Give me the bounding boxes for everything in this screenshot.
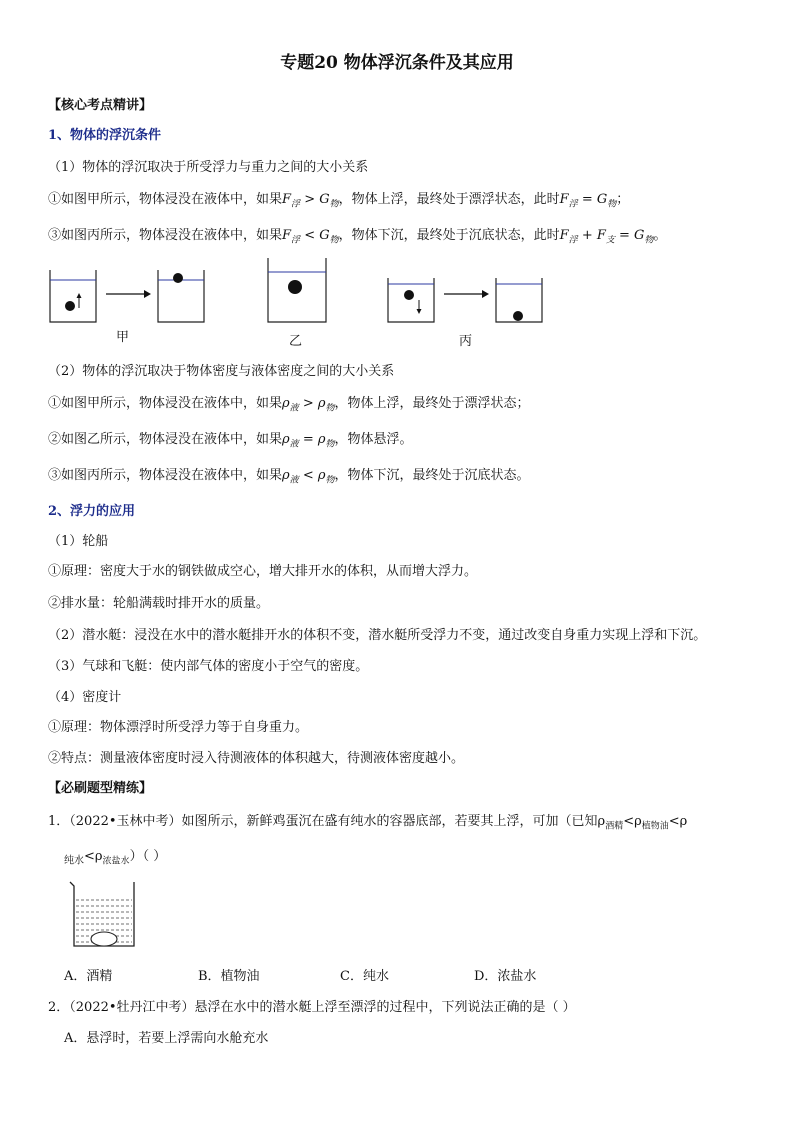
formula-rho-gt: $\rho_液 > \rho_物$: [282, 396, 335, 414]
app-1-displacement: ②排水量：轮船满载时排开水的质量。: [48, 596, 270, 611]
app-1-heading: （1）轮船: [48, 534, 109, 549]
beaker-bing-2: [496, 278, 542, 322]
section-core-heading: 【核心考点精讲】: [48, 98, 153, 113]
q1-option-d[interactable]: D．浓盐水: [474, 969, 537, 984]
section-practice-heading: 【必刷题型精练】: [48, 781, 153, 796]
beaker-jia-1: [50, 270, 96, 322]
app-2-submarine: （2）潜水艇：浸没在水中的潜水艇排开水的体积不变，潜水艇所受浮力不变，通过改变自身重力实现上浮和下沉。: [48, 628, 707, 643]
figure-label-bing: 丙: [459, 334, 473, 349]
figure-label-jia: 甲: [116, 330, 130, 345]
q1-option-a[interactable]: A．酒精: [64, 969, 113, 984]
question-1-cont: $_{纯水}<\rho_{浓盐水}$）（ ）: [64, 849, 167, 867]
paragraph-2: （2）物体的浮沉取决于物体密度与液体密度之间的大小关系: [48, 364, 395, 379]
sink-condition-line: ③如图丙所示，物体浸没在液体中，如果$F_浮 < G_物$，物体下沉，最终处于沉底状态，此时$F_浮 + F_支 = G_物$。: [48, 228, 667, 246]
density-order-a: $\rho_{酒精}<\rho_{植物油}<\rho$: [597, 814, 688, 832]
section-1-heading: 1、物体的浮沉条件: [48, 128, 162, 143]
section-2-heading: 2、浮力的应用: [48, 504, 136, 519]
formula-rho-lt: $\rho_液 < \rho_物$: [282, 468, 335, 486]
question-2: 2．（2022•牡丹江中考）悬浮在水中的潜水艇上浮至漂浮的过程中，下列说法正确的是（ ）: [48, 1000, 576, 1015]
app-1-principle: ①原理：密度大于水的钢铁做成空心，增大排开水的体积，从而增大浮力。: [48, 564, 478, 579]
page-title: 专题20 物体浮沉条件及其应用: [280, 53, 514, 73]
density-line-3: ③如图丙所示，物体浸没在液体中，如果$\rho_液 < \rho_物$，物体下沉，最终处于沉底状态。: [48, 468, 530, 486]
density-line-1: ①如图甲所示，物体浸没在液体中，如果$\rho_液 > \rho_物$，物体上浮，最终处于漂浮状态；: [48, 396, 530, 414]
arrow-right-icon: [106, 290, 151, 298]
q1-option-c[interactable]: C．纯水: [340, 969, 389, 984]
app-3-balloon: （3）气球和飞艇：使内部气体的密度小于空气的密度。: [48, 659, 369, 674]
beaker-bing-1: [388, 278, 434, 322]
beaker-yi: [268, 258, 326, 322]
q2-option-a[interactable]: A．悬浮时，若要上浮需向水舱充水: [64, 1031, 269, 1046]
paragraph-1: （1）物体的浮沉取决于所受浮力与重力之间的大小关系: [48, 160, 369, 175]
beaker-jia-2: [158, 270, 204, 322]
formula-f-eq-g: $F_浮 = G_物$: [559, 192, 617, 210]
question-1: 1．（2022•玉林中考）如图所示，新鲜鸡蛋沉在盛有纯水的容器底部，若要其上浮，可加（已知$\rho_{酒精}<\rho_{植物油}<\rho$: [48, 814, 688, 832]
egg-beaker-figure: [64, 876, 146, 952]
figure-label-yi: 乙: [289, 334, 303, 349]
app-4-hydrometer: （4）密度计: [48, 690, 122, 705]
float-condition-line: ①如图甲所示，物体浸没在液体中，如果$F_浮 > G_物$，物体上浮，最终处于漂浮状态，此时$F_浮 = G_物$；: [48, 192, 630, 210]
app-4-principle: ①原理：物体漂浮时所受浮力等于自身重力。: [48, 720, 309, 735]
app-4-feature: ②特点：测量液体密度时浸入待测液体的体积越大，待测液体密度越小。: [48, 751, 465, 766]
formula-rho-eq: $\rho_液 = \rho_物$: [282, 432, 335, 450]
q1-option-b[interactable]: B．植物油: [198, 969, 260, 984]
formula-f-lt-g: $F_浮 < G_物$: [282, 228, 339, 246]
arrow-right-icon: [444, 290, 489, 298]
density-order-b: $_{纯水}<\rho_{浓盐水}$: [64, 849, 130, 867]
formula-f-gt-g: $F_浮 > G_物$: [282, 192, 339, 210]
formula-f-plus-n: $F_浮 + F_支 = G_物$: [559, 228, 654, 246]
density-line-2: ②如图乙所示，物体浸没在液体中，如果$\rho_液 = \rho_物$，物体悬浮。: [48, 432, 413, 450]
